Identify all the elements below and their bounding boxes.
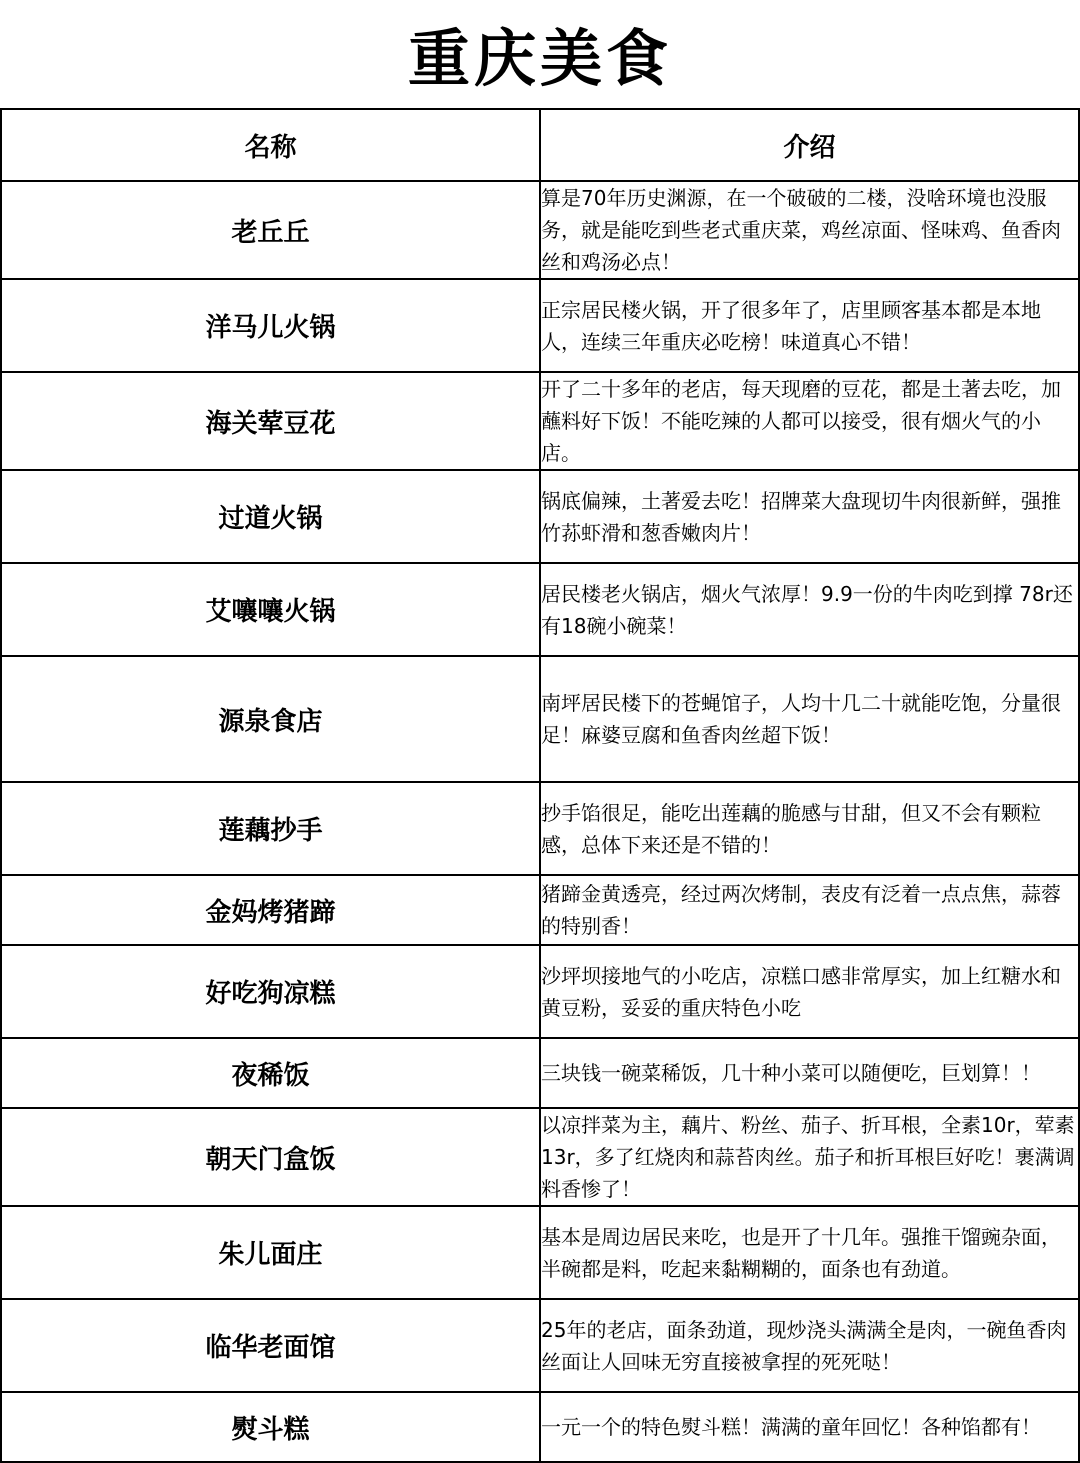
table-row — [1, 279, 1079, 372]
restaurant-name: 洋马儿火锅 — [1, 279, 540, 372]
table-header-row — [1, 109, 1079, 181]
table-row — [1, 1392, 1079, 1462]
restaurant-intro: 算是70年历史渊源，在一个破破的二楼，没啥环境也没服务，就是能吃到些老式重庆菜，鸡丝凉面、怪味鸡、鱼香肉丝和鸡汤必点！ — [540, 181, 1079, 279]
restaurant-name: 莲藕抄手 — [1, 782, 540, 875]
restaurant-name: 过道火锅 — [1, 470, 540, 563]
restaurant-name: 海关荤豆花 — [1, 372, 540, 470]
restaurant-name: 老丘丘 — [1, 181, 540, 279]
restaurant-name: 艾嚷嚷火锅 — [1, 563, 540, 656]
restaurant-name: 朝天门盒饭 — [1, 1108, 540, 1206]
table-row — [1, 875, 1079, 945]
table-row — [1, 945, 1079, 1038]
restaurant-name: 源泉食店 — [1, 656, 540, 782]
restaurant-intro: 以凉拌菜为主，藕片、粉丝、茄子、折耳根，全素10r，荤素13r，多了红烧肉和蒜苔肉丝。茄子和折耳根巨好吃！裹满调料香惨了！ — [540, 1108, 1079, 1206]
restaurant-intro: 一元一个的特色熨斗糕！满满的童年回忆！各种馅都有！ — [540, 1392, 1079, 1462]
restaurant-intro: 锅底偏辣，土著爱去吃！招牌菜大盘现切牛肉很新鲜，强推竹荪虾滑和葱香嫩肉片！ — [540, 470, 1079, 563]
restaurant-intro: 三块钱一碗菜稀饭，几十种小菜可以随便吃，巨划算！！ — [540, 1038, 1079, 1108]
table-row — [1, 181, 1079, 279]
restaurant-intro: 居民楼老火锅店，烟火气浓厚！9.9一份的牛肉吃到撑 78r还有18碗小碗菜！ — [540, 563, 1079, 656]
restaurant-intro: 开了二十多年的老店，每天现磨的豆花，都是土著去吃，加蘸料好下饭！不能吃辣的人都可以接受，很有烟火气的小店。 — [540, 372, 1079, 470]
table-row — [1, 656, 1079, 782]
restaurant-name: 夜稀饭 — [1, 1038, 540, 1108]
table-row — [1, 782, 1079, 875]
restaurant-name: 好吃狗凉糕 — [1, 945, 540, 1038]
table-row — [1, 470, 1079, 563]
restaurant-intro: 猪蹄金黄透亮，经过两次烤制，表皮有泛着一点点焦，蒜蓉的特别香！ — [540, 875, 1079, 945]
column-header-name: 名称 — [1, 109, 540, 181]
food-table — [0, 108, 1080, 1463]
restaurant-intro: 沙坪坝接地气的小吃店，凉糕口感非常厚实，加上红糖水和黄豆粉，妥妥的重庆特色小吃 — [540, 945, 1079, 1038]
restaurant-name: 熨斗糕 — [1, 1392, 540, 1462]
column-header-intro: 介绍 — [540, 109, 1079, 181]
table-body — [1, 181, 1079, 1462]
table-row — [1, 1206, 1079, 1299]
page-title: 重庆美食 — [407, 22, 672, 95]
table-row — [1, 1299, 1079, 1392]
restaurant-intro: 抄手馅很足，能吃出莲藕的脆感与甘甜，但又不会有颗粒感，总体下来还是不错的！ — [540, 782, 1079, 875]
table-row — [1, 563, 1079, 656]
table-row — [1, 372, 1079, 470]
restaurant-name: 临华老面馆 — [1, 1299, 540, 1392]
restaurant-intro: 25年的老店，面条劲道，现炒浇头满满全是肉，一碗鱼香肉丝面让人回味无穷直接被拿捏的死死哒！ — [540, 1299, 1079, 1392]
restaurant-name: 金妈烤猪蹄 — [1, 875, 540, 945]
restaurant-intro: 基本是周边居民来吃，也是开了十几年。强推干馏豌杂面，半碗都是料，吃起来黏糊糊的，面条也有劲道。 — [540, 1206, 1079, 1299]
table-row — [1, 1038, 1079, 1108]
restaurant-intro: 南坪居民楼下的苍蝇馆子，人均十几二十就能吃饱，分量很足！麻婆豆腐和鱼香肉丝超下饭！ — [540, 656, 1079, 782]
restaurant-intro: 正宗居民楼火锅，开了很多年了，店里顾客基本都是本地人，连续三年重庆必吃榜！味道真心不错！ — [540, 279, 1079, 372]
restaurant-name: 朱儿面庄 — [1, 1206, 540, 1299]
table-row — [1, 1108, 1079, 1206]
